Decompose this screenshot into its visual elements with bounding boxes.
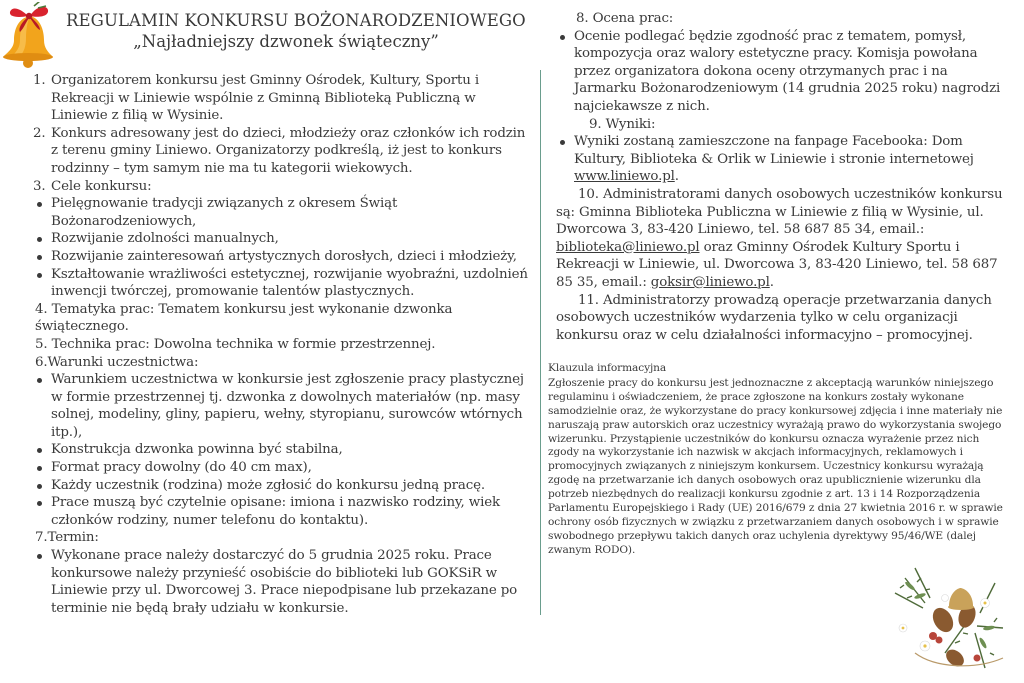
results-text: Wyniki zostaną zamieszczone na fanpage Facebooka: Dom Kultury, Biblioteka & Orlik w Liniewie i stronie internetowej <box>574 134 974 167</box>
section-number: 1. <box>33 73 46 88</box>
christmas-decoration-icon <box>885 558 1015 680</box>
section-text: Konkurs adresowany jest do dzieci, młodzieży oraz członków ich rodzin z terenu gminy Liniewo. Organizatorzy podkreślą, iż jest to konkurs rodzinny – tym samym nie ma tu kategorii wiekowych. <box>51 125 526 176</box>
section-number: 3. <box>33 178 46 194</box>
admin-text-continued: oraz Gminny Ośrodek Kultury Sportu i Rekreacji w Liniewie, ul. Dworcowa 3, 83-420 Liniewo, tel. 58 687 85 35, email.: <box>556 239 998 290</box>
section-7: 7.Termin: <box>35 530 99 546</box>
section-3 <box>33 178 533 196</box>
page-title: REGULAMIN KONKURSU BOŻONARODZENIOWEGO <box>66 11 526 30</box>
section-8: 8. Ocena prac: <box>576 11 674 26</box>
list-item: Format pracy dowolny (do 40 cm max), <box>33 459 533 477</box>
website-link[interactable]: www.liniewo.pl <box>574 169 675 185</box>
section-2 <box>33 125 533 178</box>
information-clause <box>548 362 1010 558</box>
header <box>66 10 526 52</box>
section-6: 6.Warunki uczestnictwa: <box>35 354 199 370</box>
list-item: Kształtowanie wrażliwości estetycznej, rozwijanie wyobraźni, uzdolnień inwencji twórczej, promowanie talentów plastycznych. <box>33 266 533 301</box>
section-10: 10. Administratorami danych osobowych uczestników konkursu są: Gminna Biblioteka Publiczna w Liniewie z filią w Wysinie, ul. Dworcowa 3, 83-420 Liniewo, tel. 58 687 85 34, email.: biblioteka@liniewo.pl oraz Gminny Ośrodek Kultury Sportu i Rekreacji w Liniewie, ul. Dworcowa 3, 83-420 Liniewo, tel. 58 687 85 35, email.: goksir@liniewo.pl. <box>556 186 1003 290</box>
library-email-link[interactable]: biblioteka@liniewo.pl <box>556 239 700 255</box>
list-item: Konstrukcja dzwonka powinna być stabilna, <box>33 441 533 459</box>
clause-body: Zgłoszenie pracy do konkursu jest jednoznaczne z akceptacją warunków niniejszego regulaminu i oświadczeniem, że prace zgłoszone na konkurs zostały wykonane samodzielnie oraz, że wykorzystane do pracy konkursowej zdjęcia i inne materiały nie naruszają praw autorskich oraz uczestnicy wyrażają prawo do wykorzystania swojego wizerunku. Przystąpienie uczestników do konkursu oznacza wyrażenie przez nich zgody na wykorzystanie ich nazwisk w akcjach informacyjnych, reklamowych i promocyjnych związanych z niniejszym konkursem. Uczestnicy konkursu wyrażają zgodę na przetwarzanie ich danych osobowych oraz upublicznienie wizerunku dla potrzeb niezbędnych do realizacji konkursu zgodnie z art. 13 i 14 Rozporządzenia Parlamentu Europejskiego i Rady (UE) 2016/679 z dnia 27 kwietnia 2016 r. w sprawie ochrony osób fizycznych w związku z przetwarzaniem danych osobowych i w sprawie swobodnego przepływu takich danych oraz uchylenia dyrektywy 95/46/WE (dalej zwanym RODO). <box>548 376 1003 556</box>
list-item: Wyniki zostaną zamieszczone na fanpage Facebooka: Dom Kultury, Biblioteka & Orlik w Liniewie i stronie internetowej www.liniewo.pl. <box>556 133 1011 186</box>
list-item: Prace muszą być czytelnie opisane: imiona i nazwisko rodziny, wiek członków rodziny, numer telefonu do kontaktu). <box>33 494 533 529</box>
admin-text: 10. Administratorami danych osobowych uczestników konkursu są: Gminna Biblioteka Publiczna w Liniewie z filią w Wysinie, ul. Dworcowa 3, 83-420 Liniewo, tel. 58 687 85 34, email.: <box>556 186 1003 238</box>
page-subtitle: „Najładniejszy dzwonek świąteczny” <box>133 32 439 51</box>
section-number: 2. <box>33 125 46 141</box>
list-item: Rozwijanie zainteresowań artystycznych dorosłych, dzieci i młodzieży, <box>33 248 533 266</box>
list-item: Warunkiem uczestnictwa w konkursie jest zgłoszenie pracy plastycznej w formie przestrzennej tj. dzwonka z dowolnych materiałów (np. masy solnej, modeliny, gliny, papieru, wełny, styropianu, surowców wtórnych itp.), <box>33 371 533 441</box>
section-4: 4. Tematyka prac: Tematem konkursu jest wykonanie dzwonka świątecznego. <box>35 301 453 335</box>
right-column <box>556 10 1011 344</box>
section-text: Organizatorem konkursu jest Gminny Ośrodek, Kultury, Sportu i Rekreacji w Liniewie wspólnie z Gminną Biblioteką Publiczną w Liniewie z filią w Wysinie. <box>51 73 479 124</box>
list-item: Ocenie podlegać będzie zgodność prac z tematem, pomysł, kompozycja oraz walory estetyczne pracy. Komisja powołana przez organizatora dokona oceny otrzymanych prac i na Jarmarku Bożonarodzeniowym (14 grudnia 2025 roku) nagrodzi najciekawsze z nich. <box>556 28 1011 116</box>
left-column <box>33 72 533 617</box>
section-1 <box>33 72 533 125</box>
section-9: 9. Wyniki: <box>589 116 656 132</box>
clause-heading: Klauzula informacyjna <box>548 362 667 374</box>
section-heading: Cele konkursu: <box>51 178 152 194</box>
christmas-bell-icon <box>0 2 64 70</box>
list-item: Pielęgnowanie tradycji związanych z okresem Świąt Bożonarodzeniowych, <box>33 195 533 230</box>
list-item: Rozwijanie zdolności manualnych, <box>33 230 533 248</box>
column-divider <box>540 70 541 615</box>
list-item: Każdy uczestnik (rodzina) może zgłosić do konkursu jedną pracę. <box>33 477 533 495</box>
goksir-email-link[interactable]: goksir@liniewo.pl <box>650 274 770 290</box>
section-11: 11. Administratorzy prowadzą operacje przetwarzania danych osobowych uczestników wydarzenia tylko w celu organizacji konkursu oraz w celu działalności informacyjno – promocyjnej. <box>556 292 992 343</box>
list-item: Wykonane prace należy dostarczyć do 5 grudnia 2025 roku. Prace konkursowe należy przynieść osobiście do biblioteki lub GOKSiR w Liniewie przy ul. Dworcowej 3. Prace niepodpisane lub przekazane po terminie nie będą brały udziału w konkursie. <box>33 547 533 617</box>
section-5: 5. Technika prac: Dowolna technika w formie przestrzennej. <box>35 336 436 352</box>
